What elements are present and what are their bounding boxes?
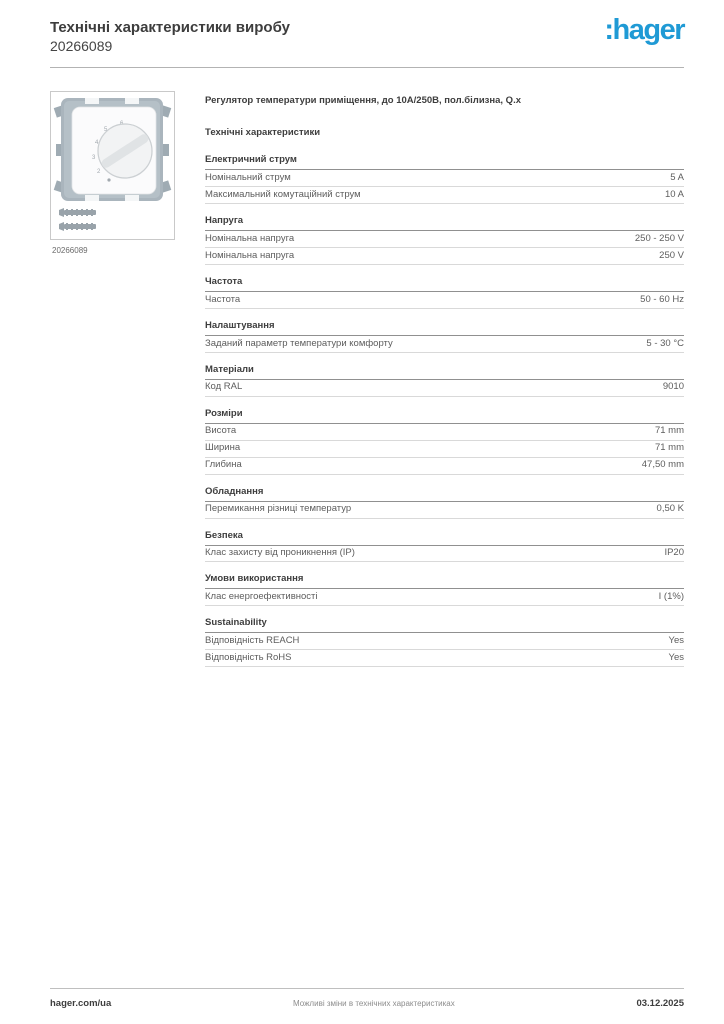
spec-value: 250 V <box>659 249 684 261</box>
footer-website-link[interactable]: hager.com/ua <box>50 998 112 1009</box>
spec-value: 47,50 mm <box>641 459 684 471</box>
spec-section-title: Електричний струм <box>205 154 684 170</box>
spec-label: Клас енергоефективності <box>205 590 318 602</box>
spec-row <box>205 589 684 606</box>
spec-section-title: Розміри <box>205 408 684 424</box>
spec-section <box>205 573 684 606</box>
spec-section <box>205 617 684 667</box>
spec-value: 71 mm <box>654 442 684 454</box>
spec-value: 0,50 K <box>656 503 684 515</box>
spec-label: Висота <box>205 425 237 437</box>
spec-value: 50 - 60 Hz <box>640 293 684 305</box>
svg-text:3: 3 <box>92 155 96 161</box>
spec-label: Код RAL <box>205 381 243 393</box>
spec-value: I (1%) <box>658 590 684 602</box>
spec-section <box>205 154 684 204</box>
spec-label: Максимальний комутаційний струм <box>205 188 361 200</box>
spec-value: IP20 <box>664 547 684 559</box>
spec-label: Відповідність RoHS <box>205 651 292 663</box>
footer <box>50 988 684 1009</box>
product-image-frame <box>50 91 175 240</box>
specs-heading: Технічні характеристики <box>205 127 321 139</box>
spec-value: Yes <box>668 634 684 646</box>
spec-section-title: Налаштування <box>205 320 684 336</box>
spec-section-title: Безпека <box>205 530 684 546</box>
spec-row <box>205 546 684 563</box>
spec-value: 5 A <box>670 171 684 183</box>
spec-section <box>205 408 684 475</box>
spec-row <box>205 650 684 667</box>
spec-value: 71 mm <box>654 425 684 437</box>
spec-row <box>205 292 684 309</box>
spec-label: Номінальна напруга <box>205 232 295 244</box>
header <box>50 0 684 68</box>
spec-section <box>205 486 684 519</box>
product-description: Регулятор температури приміщення, до 10А/250В, пол.білизна, Q.x <box>205 95 521 106</box>
spec-label: Ширина <box>205 442 241 454</box>
spec-section-title: Напруга <box>205 215 684 231</box>
thermostat-product-image <box>51 92 174 239</box>
footer-date: 03.12.2025 <box>636 998 684 1009</box>
spec-section <box>205 320 684 353</box>
spec-label: Відповідність REACH <box>205 634 300 646</box>
footer-disclaimer: Можливі зміни в технічних характеристиках <box>292 999 455 1008</box>
spec-row <box>205 170 684 187</box>
specs-column <box>205 91 684 678</box>
spec-value: 10 A <box>664 188 684 200</box>
spec-label: Заданий параметр температури комфорту <box>205 337 393 349</box>
product-image-column <box>50 91 177 678</box>
product-image-caption: 20266089 <box>52 246 88 255</box>
spec-row <box>205 187 684 204</box>
spec-section <box>205 530 684 563</box>
spec-row <box>205 633 684 650</box>
spec-row <box>205 458 684 475</box>
content-area <box>50 91 684 678</box>
spec-section-title: Sustainability <box>205 617 684 633</box>
svg-text:4: 4 <box>95 140 99 146</box>
spec-label: Номінальна напруга <box>205 249 295 261</box>
spec-section-title: Частота <box>205 276 684 292</box>
spec-row <box>205 502 684 519</box>
spec-section-title: Умови використання <box>205 573 684 589</box>
spec-label: Клас захисту від проникнення (IP) <box>205 547 355 559</box>
spec-value: Yes <box>668 651 684 663</box>
spec-row <box>205 248 684 265</box>
spec-label: Перемикання різниці температур <box>205 503 352 515</box>
spec-value: 9010 <box>662 381 684 393</box>
spec-sections <box>205 154 684 667</box>
page-title: Технічні характеристики виробу <box>50 19 290 36</box>
svg-text:2: 2 <box>97 169 101 175</box>
spec-label: Номінальний струм <box>205 171 291 183</box>
product-number: 20266089 <box>50 38 113 54</box>
spec-label: Частота <box>205 293 241 305</box>
spec-value: 5 - 30 °C <box>646 337 684 349</box>
spec-row <box>205 380 684 397</box>
spec-row <box>205 336 684 353</box>
spec-section-title: Матеріали <box>205 364 684 380</box>
spec-row <box>205 424 684 441</box>
hager-logo: :hager <box>604 14 684 46</box>
spec-row <box>205 441 684 458</box>
spec-section <box>205 215 684 265</box>
spec-label: Глибина <box>205 459 242 471</box>
spec-row <box>205 231 684 248</box>
svg-text:5: 5 <box>104 127 108 133</box>
spec-section <box>205 276 684 309</box>
spec-section <box>205 364 684 397</box>
spec-section-title: Обладнання <box>205 486 684 502</box>
spec-value: 250 - 250 V <box>634 232 684 244</box>
